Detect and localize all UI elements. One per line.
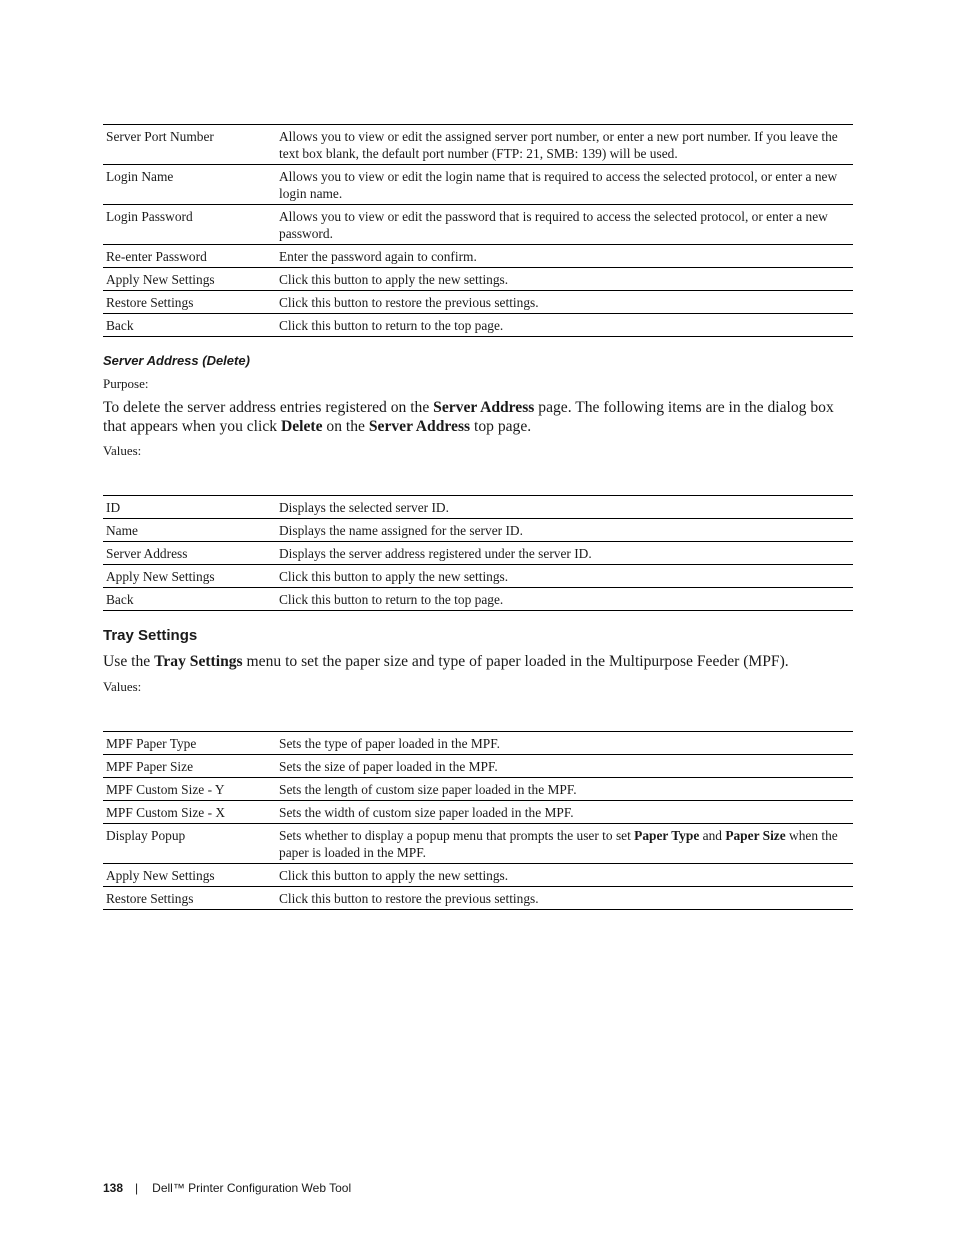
text-run-bold: Delete	[280, 417, 323, 435]
table-row	[103, 245, 853, 268]
text-run-bold: Server Address	[433, 399, 535, 416]
row-value: Displays the selected server ID.	[279, 500, 449, 515]
row-key: Server Address	[106, 546, 188, 561]
row-value: Enter the password again to confirm.	[279, 249, 477, 264]
row-value: Click this button to apply the new settings.	[279, 569, 509, 584]
text-run-bold: Server Address	[368, 417, 471, 435]
row-key: Name	[106, 523, 138, 538]
values-label: Values:	[103, 443, 142, 458]
row-value: Sets the length of custom size paper loaded in the MPF.	[279, 782, 577, 797]
row-value: Click this button to restore the previous settings.	[279, 295, 539, 310]
row-key: Apply New Settings	[106, 868, 215, 883]
table-row	[103, 732, 853, 755]
row-key: Re-enter Password	[106, 249, 207, 264]
table-row	[103, 542, 853, 565]
text-run: Use the	[103, 653, 155, 670]
row-key: Login Password	[106, 209, 193, 224]
table-row	[103, 824, 853, 864]
values-label: Values:	[103, 679, 142, 694]
table-row	[103, 496, 853, 519]
text-run-bold: Paper Type	[634, 828, 700, 843]
table-row	[103, 125, 853, 165]
page-number: 138	[103, 1181, 124, 1195]
text-run: top page.	[470, 417, 532, 435]
tray-settings-heading: Tray Settings	[103, 627, 198, 644]
row-value: Sets the type of paper loaded in the MPF.	[279, 736, 500, 751]
row-key: MPF Custom Size - Y	[106, 782, 225, 797]
purpose-label: Purpose:	[103, 376, 149, 391]
table-row	[103, 268, 853, 291]
text-run: on the	[322, 417, 369, 435]
table-row	[103, 801, 853, 824]
row-value: Allows you to view or edit the login name that is required to access the selected protocol, or enter a new login name.	[279, 169, 838, 201]
server-port-settings-table	[103, 124, 853, 337]
row-key: ID	[106, 500, 121, 515]
text-run: and	[699, 828, 726, 843]
table-row	[103, 291, 853, 314]
row-value: Sets the width of custom size paper loaded in the MPF.	[279, 805, 574, 820]
row-value: Sets the size of paper loaded in the MPF.	[279, 759, 498, 774]
table-row	[103, 778, 853, 801]
table-row	[103, 565, 853, 588]
row-key: Apply New Settings	[106, 272, 215, 287]
row-value: Click this button to return to the top page.	[279, 592, 504, 607]
purpose-paragraph	[103, 399, 855, 436]
row-key: MPF Paper Size	[106, 759, 194, 774]
row-value: Click this button to restore the previous settings.	[279, 891, 539, 906]
text-run: menu to set the paper size and type of paper loaded in the Multipurpose Feeder (MPF).	[242, 653, 789, 670]
footer-separator: |	[135, 1181, 139, 1195]
row-key: Display Popup	[106, 828, 186, 843]
text-run-bold: Tray Settings	[154, 653, 243, 670]
server-address-delete-table	[103, 495, 853, 611]
row-key: MPF Paper Type	[106, 736, 197, 751]
row-value: Displays the server address registered under the server ID.	[279, 546, 592, 561]
table-row	[103, 205, 853, 245]
row-key: Back	[106, 318, 134, 333]
table-row	[103, 314, 853, 337]
row-value	[279, 827, 853, 861]
row-value: Click this button to return to the top page.	[279, 318, 504, 333]
row-key: Server Port Number	[106, 129, 214, 144]
tray-settings-intro	[103, 653, 855, 672]
text-run: To delete the server address entries registered on the	[103, 399, 434, 416]
footer-title: Dell™ Printer Configuration Web Tool	[152, 1181, 352, 1195]
table-row	[103, 519, 853, 542]
table-row	[103, 755, 853, 778]
text-run: when the paper is loaded in the MPF.	[279, 828, 838, 860]
row-value: Displays the name assigned for the server ID.	[279, 523, 523, 538]
text-run-bold: Paper Size	[725, 828, 786, 843]
row-value: Allows you to view or edit the password that is required to access the selected protocol, or enter a new password.	[279, 209, 828, 241]
table-row	[103, 588, 853, 611]
row-key: Login Name	[106, 169, 174, 184]
row-value: Click this button to apply the new settings.	[279, 868, 509, 883]
table-row	[103, 165, 853, 205]
row-value: Allows you to view or edit the assigned server port number, or enter a new port number. If you leave the text box blank, the default port number (FTP: 21, SMB: 139) will be used.	[279, 129, 838, 161]
row-key: Back	[106, 592, 134, 607]
row-key: MPF Custom Size - X	[106, 805, 226, 820]
text-run: Sets whether to display a popup menu that prompts the user to set	[279, 828, 635, 843]
row-value: Click this button to apply the new settings.	[279, 272, 509, 287]
text-run: page. The following items are in the dialog box that appears when you click	[103, 399, 834, 435]
row-key: Restore Settings	[106, 295, 194, 310]
table-row	[103, 864, 853, 887]
tray-settings-table	[103, 731, 853, 910]
row-key: Restore Settings	[106, 891, 194, 906]
row-key: Apply New Settings	[106, 569, 215, 584]
server-address-delete-heading: Server Address (Delete)	[103, 353, 250, 368]
table-row	[103, 887, 853, 910]
page-footer	[103, 1181, 351, 1195]
